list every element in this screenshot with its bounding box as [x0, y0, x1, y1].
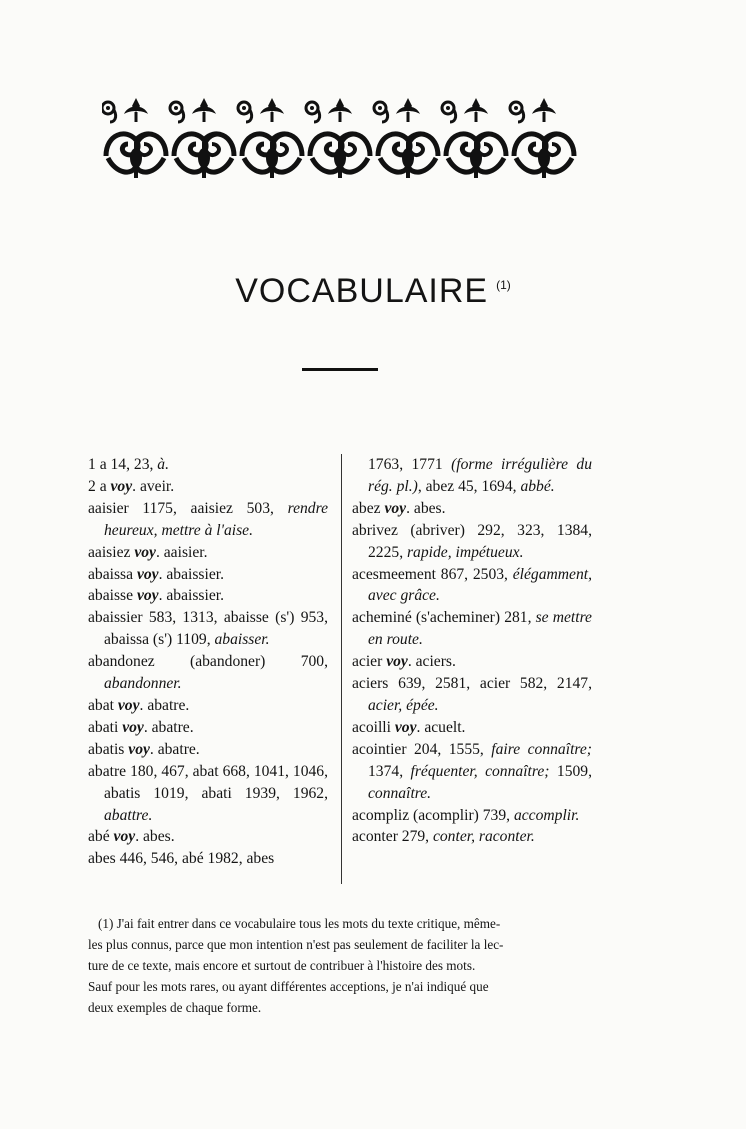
entry-italic-text: voy [386, 653, 408, 671]
entry-text: . abes. [135, 828, 175, 846]
footnote-line: ture de ce texte, mais encore et surtout de contribuer à l'histoire des mots. [88, 958, 476, 973]
footnote-line: (1) J'ai fait entrer dans ce vocabulaire tous les mots du texte critique, même- [98, 916, 501, 931]
entry-italic-text: abattre. [104, 806, 153, 824]
entry-text: . abatre. [143, 718, 194, 736]
continued-entry [352, 454, 592, 498]
entry-text: aconter 279, [352, 828, 433, 846]
entry-text: . abaissier. [158, 587, 224, 605]
entry-italic-text: acier, épée. [368, 696, 439, 714]
entry-text: abaissa [88, 565, 137, 583]
entry-italic-text: voy [384, 499, 407, 517]
vocabulary-entry [352, 673, 592, 717]
vocabulary-entry [88, 542, 328, 564]
entry-text: . abatre. [149, 740, 200, 758]
vocabulary-entry [352, 826, 592, 848]
entry-text: abatis [88, 740, 129, 758]
vocabulary-entry [352, 520, 592, 564]
vocabulary-entry [88, 454, 328, 476]
entry-text: acoilli [352, 718, 395, 736]
entry-text: . aveir. [132, 477, 175, 495]
entry-italic-text: voy [394, 718, 417, 736]
entry-text: . abes. [406, 499, 446, 517]
page-title [0, 272, 746, 311]
vocabulary-entry [88, 826, 328, 848]
entry-text: , abez 45, 1694, [417, 477, 521, 495]
entry-text: 1509, [556, 762, 592, 780]
entry-italic-text: voy [113, 828, 136, 846]
vocabulary-entry [352, 651, 592, 673]
entry-text: abes 446, 546, abé 1982, abes [88, 850, 275, 868]
footnote [88, 913, 591, 1018]
entry-text: 1 a 14, 23, [88, 456, 158, 473]
entry-italic-text: voy [110, 477, 133, 495]
entry-text: . aaisier. [155, 543, 208, 561]
entry-text: acesmeement 867, 2503, [352, 565, 513, 583]
entry-italic-text: abbé. [520, 477, 555, 495]
vocabulary-entry [352, 717, 592, 739]
vocabulary-entry [88, 498, 328, 542]
entry-italic-text: abandonner. [104, 675, 182, 693]
vocabulary-entry [88, 476, 328, 498]
entry-text: 1374, [368, 762, 411, 780]
vocabulary-entry [88, 651, 328, 695]
vocabulary-entry [88, 607, 328, 651]
vocabulary-entry [352, 564, 592, 608]
title-rule [302, 368, 378, 371]
entry-italic-text: conter, raconter. [432, 828, 535, 846]
footnote-line: deux exemples de chaque forme. [88, 1000, 262, 1015]
entry-italic-text: voy [136, 565, 159, 583]
entry-italic-text: élégamment, avec grâce. [368, 565, 592, 605]
entry-text: acompliz (acomplir) 739, [352, 806, 514, 824]
entry-italic-text: fréquenter, connaître; [410, 762, 557, 780]
entry-italic-text: voy [136, 587, 159, 605]
entry-text: 2 a [88, 477, 111, 495]
entry-text: acheminé (s'acheminer) 281, [352, 609, 536, 627]
footnote-line: Sauf pour les mots rares, ou ayant différentes acceptions, je n'ai indiqué que [88, 979, 489, 994]
entry-text: 1763, 1771 [368, 456, 452, 473]
vocabulary-entry [88, 739, 328, 761]
entry-text: abé [88, 828, 114, 846]
entry-text: . acuelt. [416, 718, 466, 736]
footnote-marker: (1) [496, 278, 511, 292]
vocabulary-entry [352, 805, 592, 827]
entry-italic-text: abaisser. [214, 631, 270, 649]
vocabulary-entry [88, 585, 328, 607]
vocabulary-entry [88, 695, 328, 717]
entry-text: abat [88, 696, 118, 714]
entry-text: . abaissier. [158, 565, 224, 583]
footnote-line: les plus connus, parce que mon intention n'est pas seulement de faciliter la lec- [88, 937, 504, 952]
entry-italic-text: voy [122, 718, 144, 736]
entry-italic-text: (forme irrégulière du rég. pl.) [368, 456, 592, 495]
entry-text: abaisse [88, 587, 137, 605]
entry-italic-text: se mettre en route. [368, 609, 592, 649]
title-text: VOCABULAIRE [235, 272, 489, 310]
entry-text: abez [352, 499, 385, 517]
vocabulary-entry [88, 848, 328, 870]
vocabulary-right-column [352, 454, 592, 848]
entry-italic-text: accomplir. [513, 806, 580, 824]
entry-text: abandonez (abandoner) 700, [88, 653, 328, 671]
entry-italic-text: à. [157, 456, 169, 473]
entry-text: . aciers. [407, 653, 456, 671]
vocabulary-entry [352, 739, 592, 805]
entry-text: acier [352, 653, 387, 671]
entry-text: acointier 204, 1555, [352, 740, 492, 758]
vocabulary-entry [88, 717, 328, 739]
entry-italic-text: rapide, impétueux. [406, 543, 524, 561]
entry-text: abaissier 583, 1313, abaisse (s') 953, abaissa (s') 1109, [88, 609, 328, 649]
entry-italic-text: faire connaître; [491, 740, 592, 758]
entry-text: abati [88, 718, 123, 736]
entry-text: abatre 180, 467, abat 668, 1041, 1046, abatis 1019, abati 1939, 1962, [88, 762, 328, 802]
entry-text: aaisier 1175, aaisiez 503, [88, 499, 288, 517]
entry-text: aciers 639, 2581, acier 582, 2147, [352, 675, 592, 693]
entry-italic-text: rendre heureux, mettre à l'aise. [104, 499, 328, 539]
column-divider [341, 454, 342, 884]
entry-text: aaisiez [88, 543, 135, 561]
decorative-headpiece-ornament [102, 96, 578, 180]
entry-text: . abatre. [139, 696, 190, 714]
entry-italic-text: voy [128, 740, 150, 758]
vocabulary-entry [352, 498, 592, 520]
entry-italic-text: voy [134, 543, 156, 561]
entry-text: abrivez (abriver) 292, 323, 1384, 2225, [352, 521, 592, 561]
entry-italic-text: voy [117, 696, 140, 714]
vocabulary-left-column [88, 454, 328, 870]
vocabulary-entry [88, 761, 328, 827]
entry-italic-text: connaître. [368, 784, 432, 802]
vocabulary-entry [88, 564, 328, 586]
vocabulary-entry [352, 607, 592, 651]
